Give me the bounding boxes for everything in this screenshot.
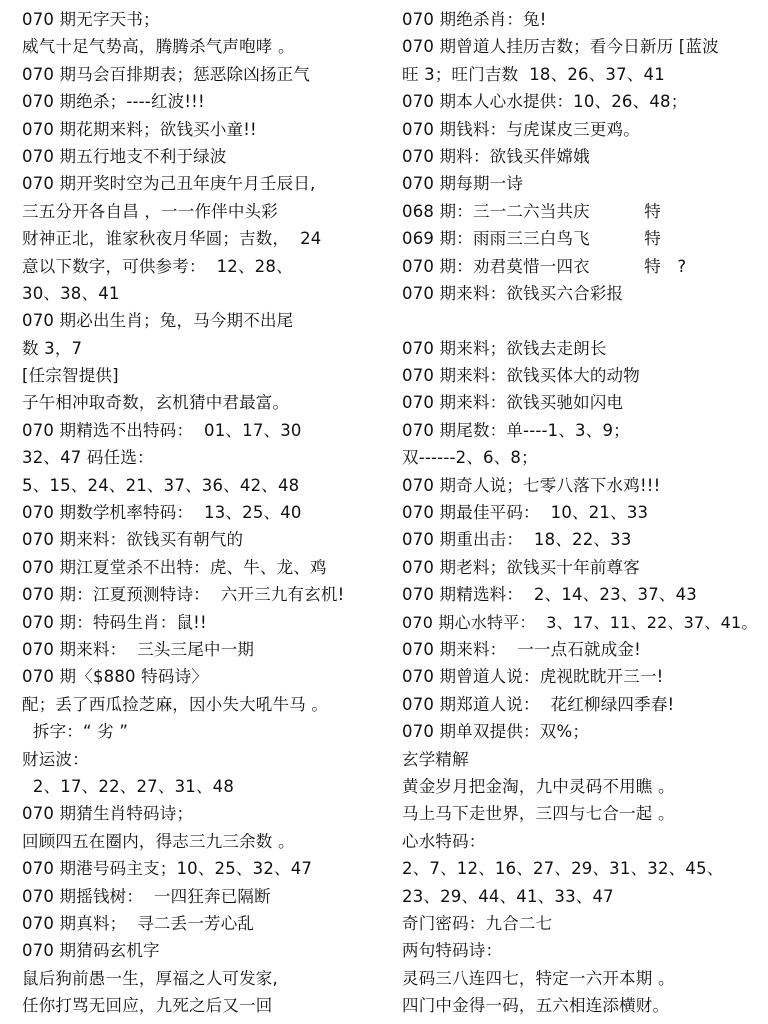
right-column-line: 070 期最佳平码： 10、21、33 — [402, 503, 649, 523]
right-column-line: 马上马下走世界，三四与七合一起 。 — [402, 804, 675, 824]
right-column-line: 070 期曾道人说：虎视眈眈开三一! — [402, 667, 664, 687]
left-column-line: 070 期花期来料；欲钱买小童!! — [22, 119, 257, 139]
left-column-line: 070 期摇钱树： 一四狂奔已隔断 — [22, 886, 271, 906]
left-column-line: 意以下数字，可供参考： 12、28、 — [22, 256, 293, 276]
left-column-line: 070 期精选不出特码： 01、17、30 — [22, 420, 302, 440]
left-column-line: 070 期开奖时空为己丑年庚午月壬辰日, — [22, 174, 316, 194]
right-column-line: 两句特码诗： — [402, 941, 503, 961]
left-column — [22, 6, 382, 1019]
right-column-line: 069 期：雨雨三三白鸟飞 特 — [402, 229, 661, 249]
left-column-line: 数 3，7 — [22, 338, 83, 358]
right-column-line: 070 期每期一诗 — [402, 174, 524, 194]
left-column-line: 070 期数学机率特码： 13、25、40 — [22, 503, 302, 523]
right-column-line: 070 期来料；欲钱去走朗长 — [402, 338, 607, 358]
right-column-line: 070 期尾数：单----1、3、9； — [402, 420, 630, 440]
left-column-line: 070 期港号码主支；10、25、32、47 — [22, 859, 313, 879]
left-column-line: 32、47 码任选： — [22, 448, 154, 468]
right-column-line: 070 期来料：欲钱买驰如闪电 — [402, 393, 624, 413]
left-column-line: 任你打骂无回应，九死之后又一回 — [22, 996, 273, 1016]
left-column-line: 三五分开各自昌 ，一一作伴中头彩 — [22, 201, 278, 221]
left-column-line: 070 期江夏堂杀不出特：虎、牛、龙、鸡 — [22, 557, 327, 577]
right-column-line: 070 期钱料：与虎谋皮三更鸡。 — [402, 119, 640, 139]
right-column-line: 068 期：三一二六当共庆 特 — [402, 201, 661, 221]
left-column-line: 拆字：“ 劣 ” — [22, 722, 129, 742]
right-column-line: 070 期绝杀肖：兔! — [402, 10, 547, 29]
left-column-line: 070 期马会百排期表；惩恶除凶扬正气 — [22, 64, 311, 84]
left-column-line: 070 期来料： 三头三尾中一期 — [22, 639, 255, 659]
right-column-line: 070 期料：欲钱买伴嫦娥 — [402, 146, 590, 166]
right-column-line: 070 期老料；欲钱买十年前尊客 — [402, 557, 640, 577]
left-column-line: 威气十足气势高，腾腾杀气声咆哮 。 — [22, 37, 295, 57]
right-column-line: 070 期重出击： 18、22、33 — [402, 530, 632, 550]
right-column-line: 23、29、44、41、33、47 — [402, 886, 614, 906]
right-column-line: 070 期：劝君莫惜一四衣 特 ? — [402, 256, 687, 276]
left-column-line: 070 期真料； 寻二丢一芳心乱 — [22, 913, 255, 933]
right-column-line: 黄金岁月把金淘，九中灵码不用瞧 。 — [402, 776, 675, 796]
right-column-line: 070 期曾道人挂历吉数；看今日新历 [蓝波 — [402, 37, 719, 57]
left-column-line: 070 期：特码生肖：鼠!! — [22, 612, 207, 632]
right-column-line: 070 期单双提供：双%； — [402, 722, 590, 742]
right-column-line: 旺 3；旺门吉数 18、26、37、41 — [402, 64, 665, 84]
left-column-line: 070 期无字天书； — [22, 10, 160, 29]
left-column-line: 财神正北，谁家秋夜月华圆；吉数， 24 — [22, 229, 322, 249]
right-column-line: 070 期精选料： 2、14、23、37、43 — [402, 585, 698, 605]
left-column-line: 070 期：江夏预测特诗： 六开三九有玄机! — [22, 585, 345, 605]
left-column-line: 30、38、41 — [22, 283, 120, 303]
right-column-line: 070 期来料：欲钱买六合彩报 — [402, 283, 624, 303]
right-column — [402, 6, 762, 1019]
right-column-line: 070 期郑道人说： 花红柳绿四季春! — [402, 694, 675, 714]
right-column-line: 2、7、12、16、27、29、31、32、45、 — [402, 859, 724, 879]
right-column-line: 四门中金得一码，五六相连添横财。 — [402, 996, 670, 1016]
left-column-line: 070 期绝杀；----红波!!! — [22, 92, 205, 112]
left-column-line: 回顾四五在圈内，得志三九三余数 。 — [22, 831, 295, 851]
left-column-line: 070 期〈$880 特码诗〉 — [22, 667, 208, 687]
left-column-line: 070 期猜码玄机字 — [22, 941, 160, 961]
left-column-line: 鼠后狗前愚一生，厚福之人可发家, — [22, 968, 278, 988]
right-column-line: 心水特码： — [402, 831, 486, 851]
left-column-line: 子午相冲取奇数，玄机猜中君最富。 — [22, 393, 290, 413]
left-column-line: 070 期五行地支不利于绿波 — [22, 146, 227, 166]
right-column-line: 玄学精解 — [402, 749, 469, 769]
right-column-line: 双------2、6、8； — [402, 448, 538, 468]
left-column-line: 财运波： — [22, 749, 89, 769]
left-column-line: 070 期来料：欲钱买有朝气的 — [22, 530, 244, 550]
right-column-line — [402, 307, 762, 334]
left-column-line: 070 期必出生肖；兔，马今期不出尾 — [22, 311, 294, 331]
left-column-line: 070 期猜生肖特码诗； — [22, 804, 194, 824]
right-column-line: 奇门密码：九合二七 — [402, 913, 553, 933]
left-column-line: 配；丢了西瓜捡芝麻，因小失大吼牛马 。 — [22, 694, 329, 714]
right-column-line: 070 期奇人说；七零八落下水鸡!!! — [402, 475, 661, 495]
right-column-line: 070 期来料：欲钱买体大的动物 — [402, 366, 640, 386]
left-column-line: [任宗智提供] — [22, 366, 119, 386]
right-column-line: 070 期本人心水提供：10、26、48； — [402, 92, 688, 112]
right-column-line: 070 期来料： 一一点石就成金! — [402, 639, 641, 659]
left-column-line: 5、15、24、21、37、36、42、48 — [22, 475, 300, 495]
right-column-line: 070 期心水特平： 3、17、11、22、37、41。 — [402, 612, 758, 632]
left-column-line: 2、17、22、27、31、48 — [22, 776, 235, 796]
right-column-line: 灵码三八连四七，特定一六开本期 。 — [402, 968, 675, 988]
